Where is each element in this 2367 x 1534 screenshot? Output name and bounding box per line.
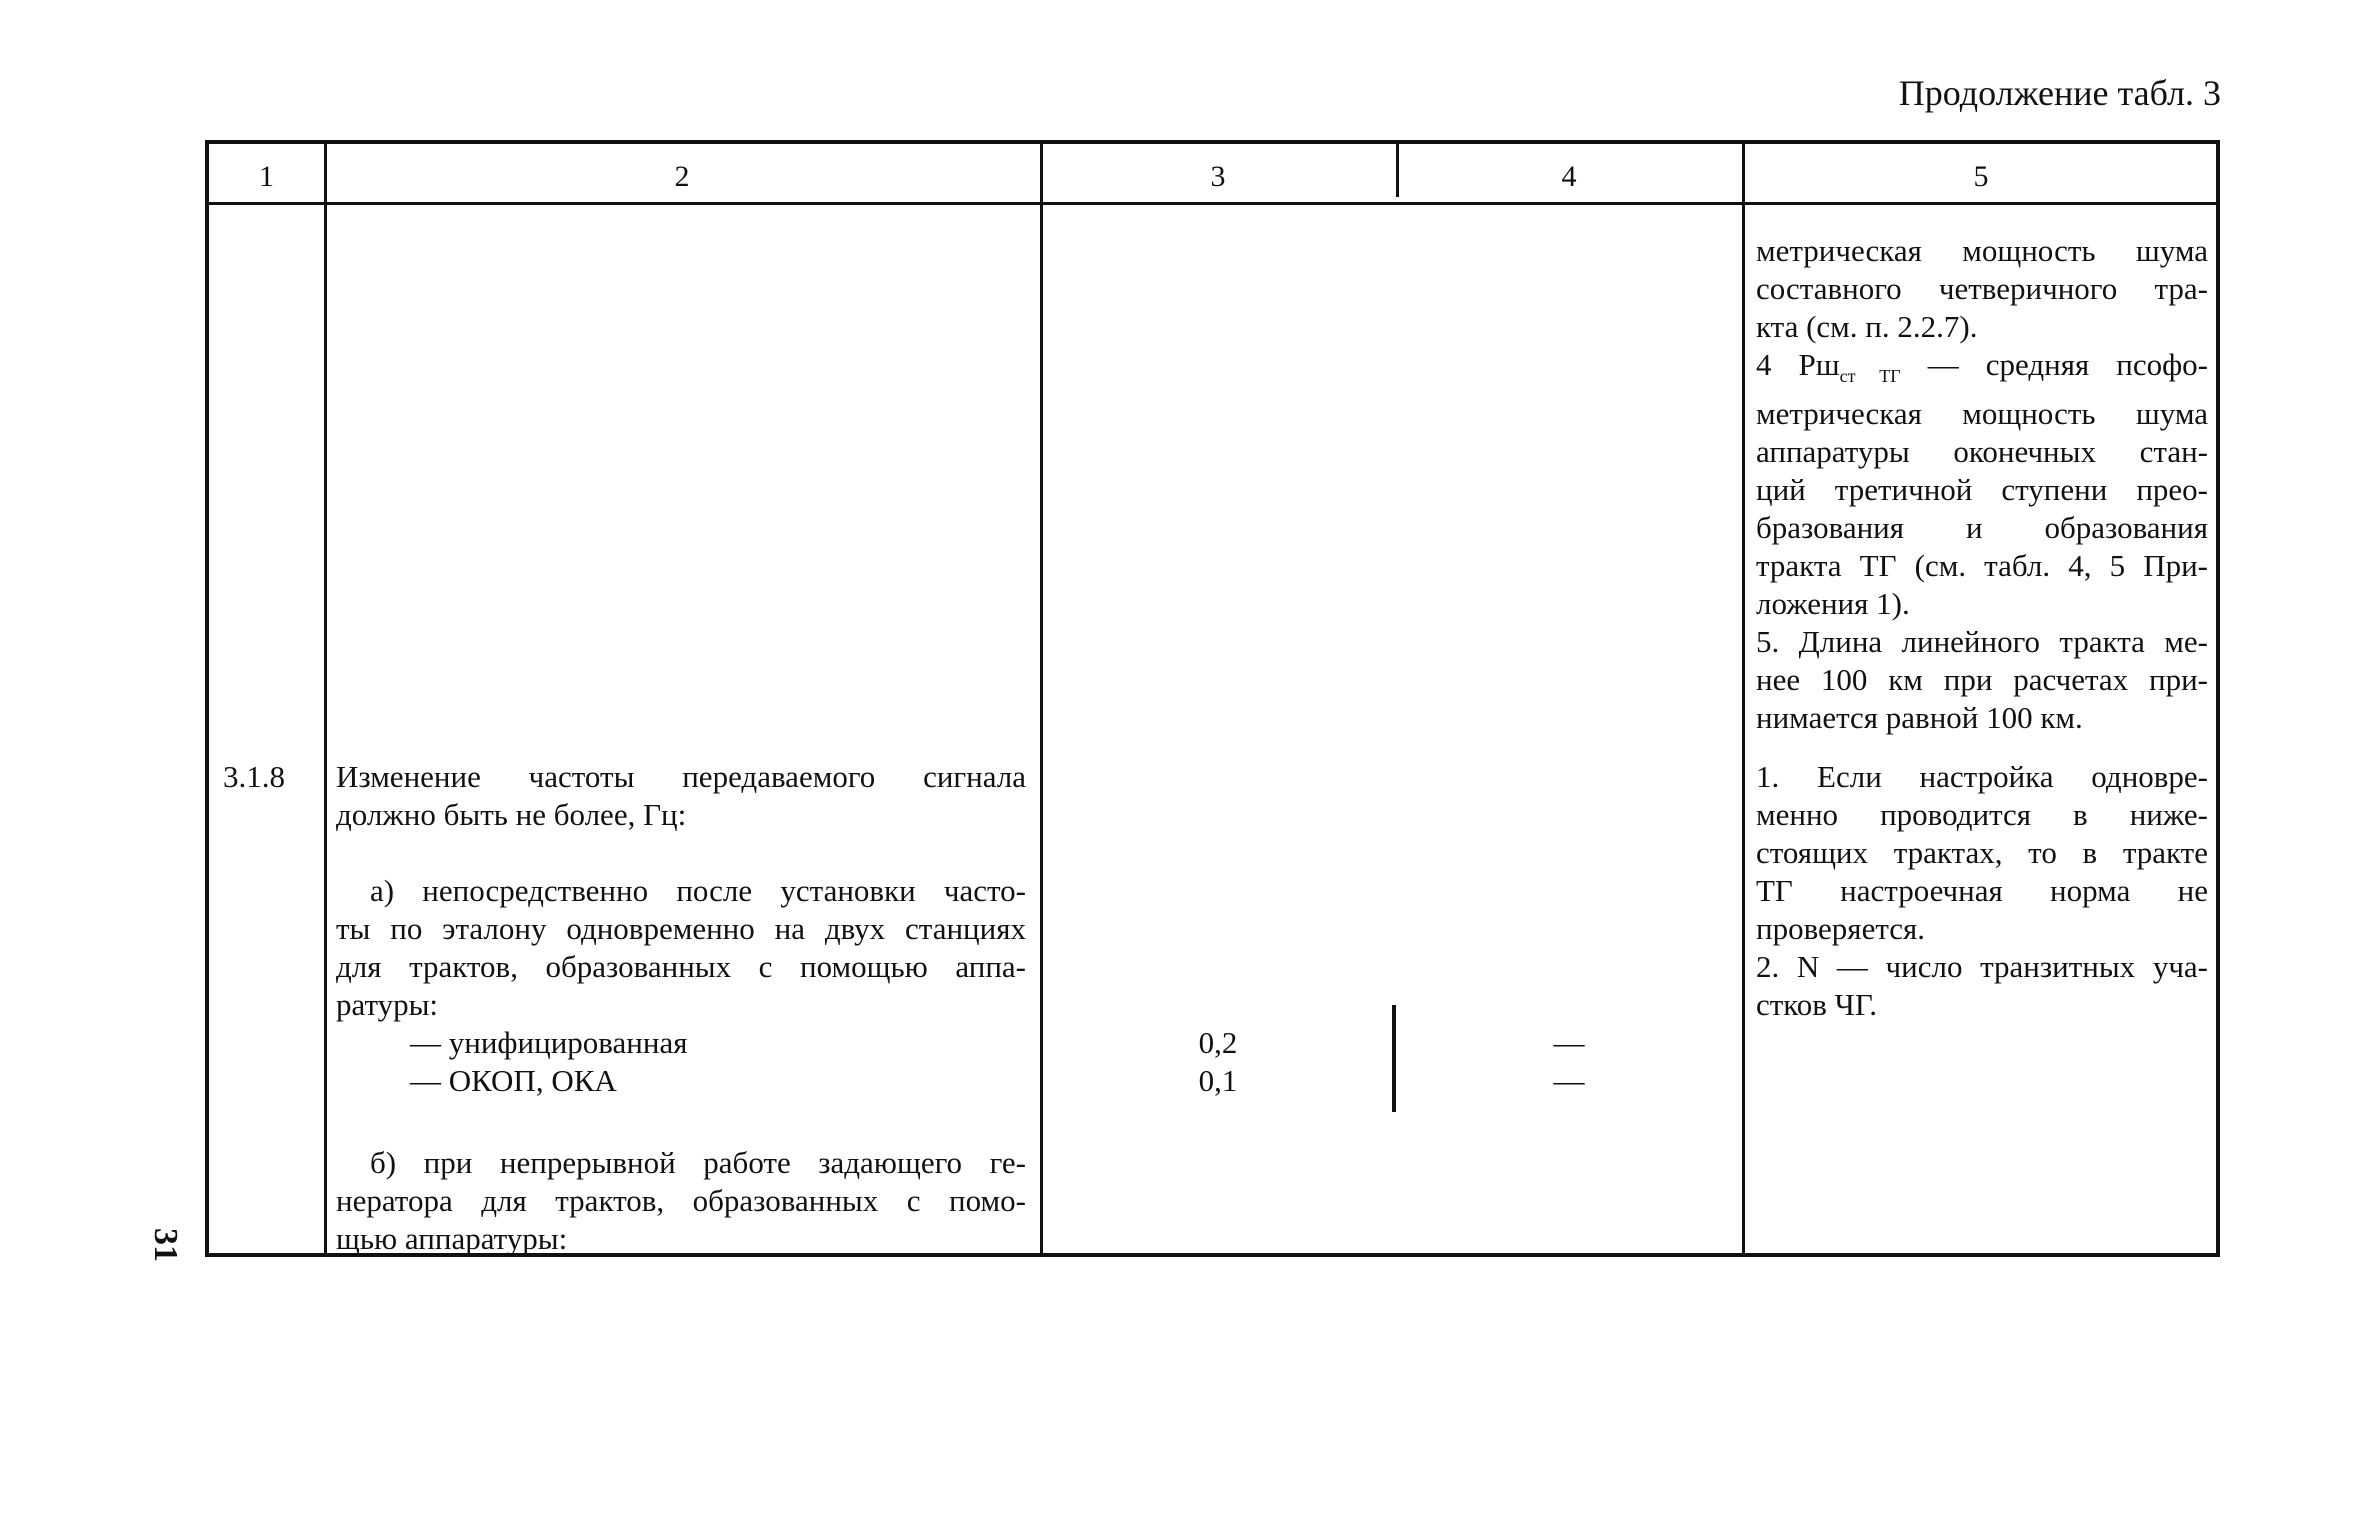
row-title: Изменение частоты передаваемого сигнала должно быть не более, Гц: xyxy=(336,759,1026,832)
item-a-text: а) непосредственно после установки часто- ты по эталону одновременно на двух станциях для трактов, образованных с помощью аппа- ратуры: — унифицированная — ОКОП, ОКА xyxy=(336,873,1026,1098)
col5-continued-text: метрическая мощность шума составного четверичного тра- кта (см. п. 2.2.7). 4 $Рш_{ст ТГ}$ — средняя псофо- метрическая мощность шума аппаратуры оконечных стан- ций третичной ступени прео- бразования и образования тракта ТГ (см. табл. 4, 5 При- ложения 1). 5. Длина линейного тракта ме- нее 100 км при расчетах при- нимается равной 100 км. xyxy=(1756,233,2208,736)
row-number: 3.1.8 xyxy=(223,759,285,794)
header-col-4: 4 xyxy=(1561,160,1577,193)
item-a-okop: — ОКОП, ОКА xyxy=(410,1063,617,1098)
column-divider xyxy=(1742,144,1745,1253)
note-4-line: 4 $Рш_{ст ТГ}$ — средняя псофо- xyxy=(1756,347,2208,387)
header-col-5: 5 xyxy=(1973,160,1989,193)
page-number: 31 xyxy=(147,1228,184,1262)
item-b-text: б) при непрерывной работе задающего ге- нератора для трактов, образованных с помо- щью аппаратуры: xyxy=(336,1145,1026,1256)
table xyxy=(205,140,2220,1257)
header-col-1: 1 xyxy=(259,160,274,193)
item-a-unified: — унифицированная xyxy=(410,1025,688,1060)
header-col-2: 2 xyxy=(674,160,690,193)
column-divider xyxy=(324,144,327,1253)
header-divider xyxy=(209,202,2216,205)
header-col-3: 3 xyxy=(1210,160,1226,193)
col5-notes: 1. Если настройка одновре- менно проводится в ниже- стоящих трактах, то в тракте ТГ настроечная норма не проверяется. 2. N — число транзитных уча- стков ЧГ. xyxy=(1756,759,2208,1022)
table-caption: Продолжение табл. 3 xyxy=(1898,73,2221,113)
col4-values: — — xyxy=(1553,1025,1585,1098)
col3-values: 0,2 0,1 xyxy=(1198,1025,1238,1098)
